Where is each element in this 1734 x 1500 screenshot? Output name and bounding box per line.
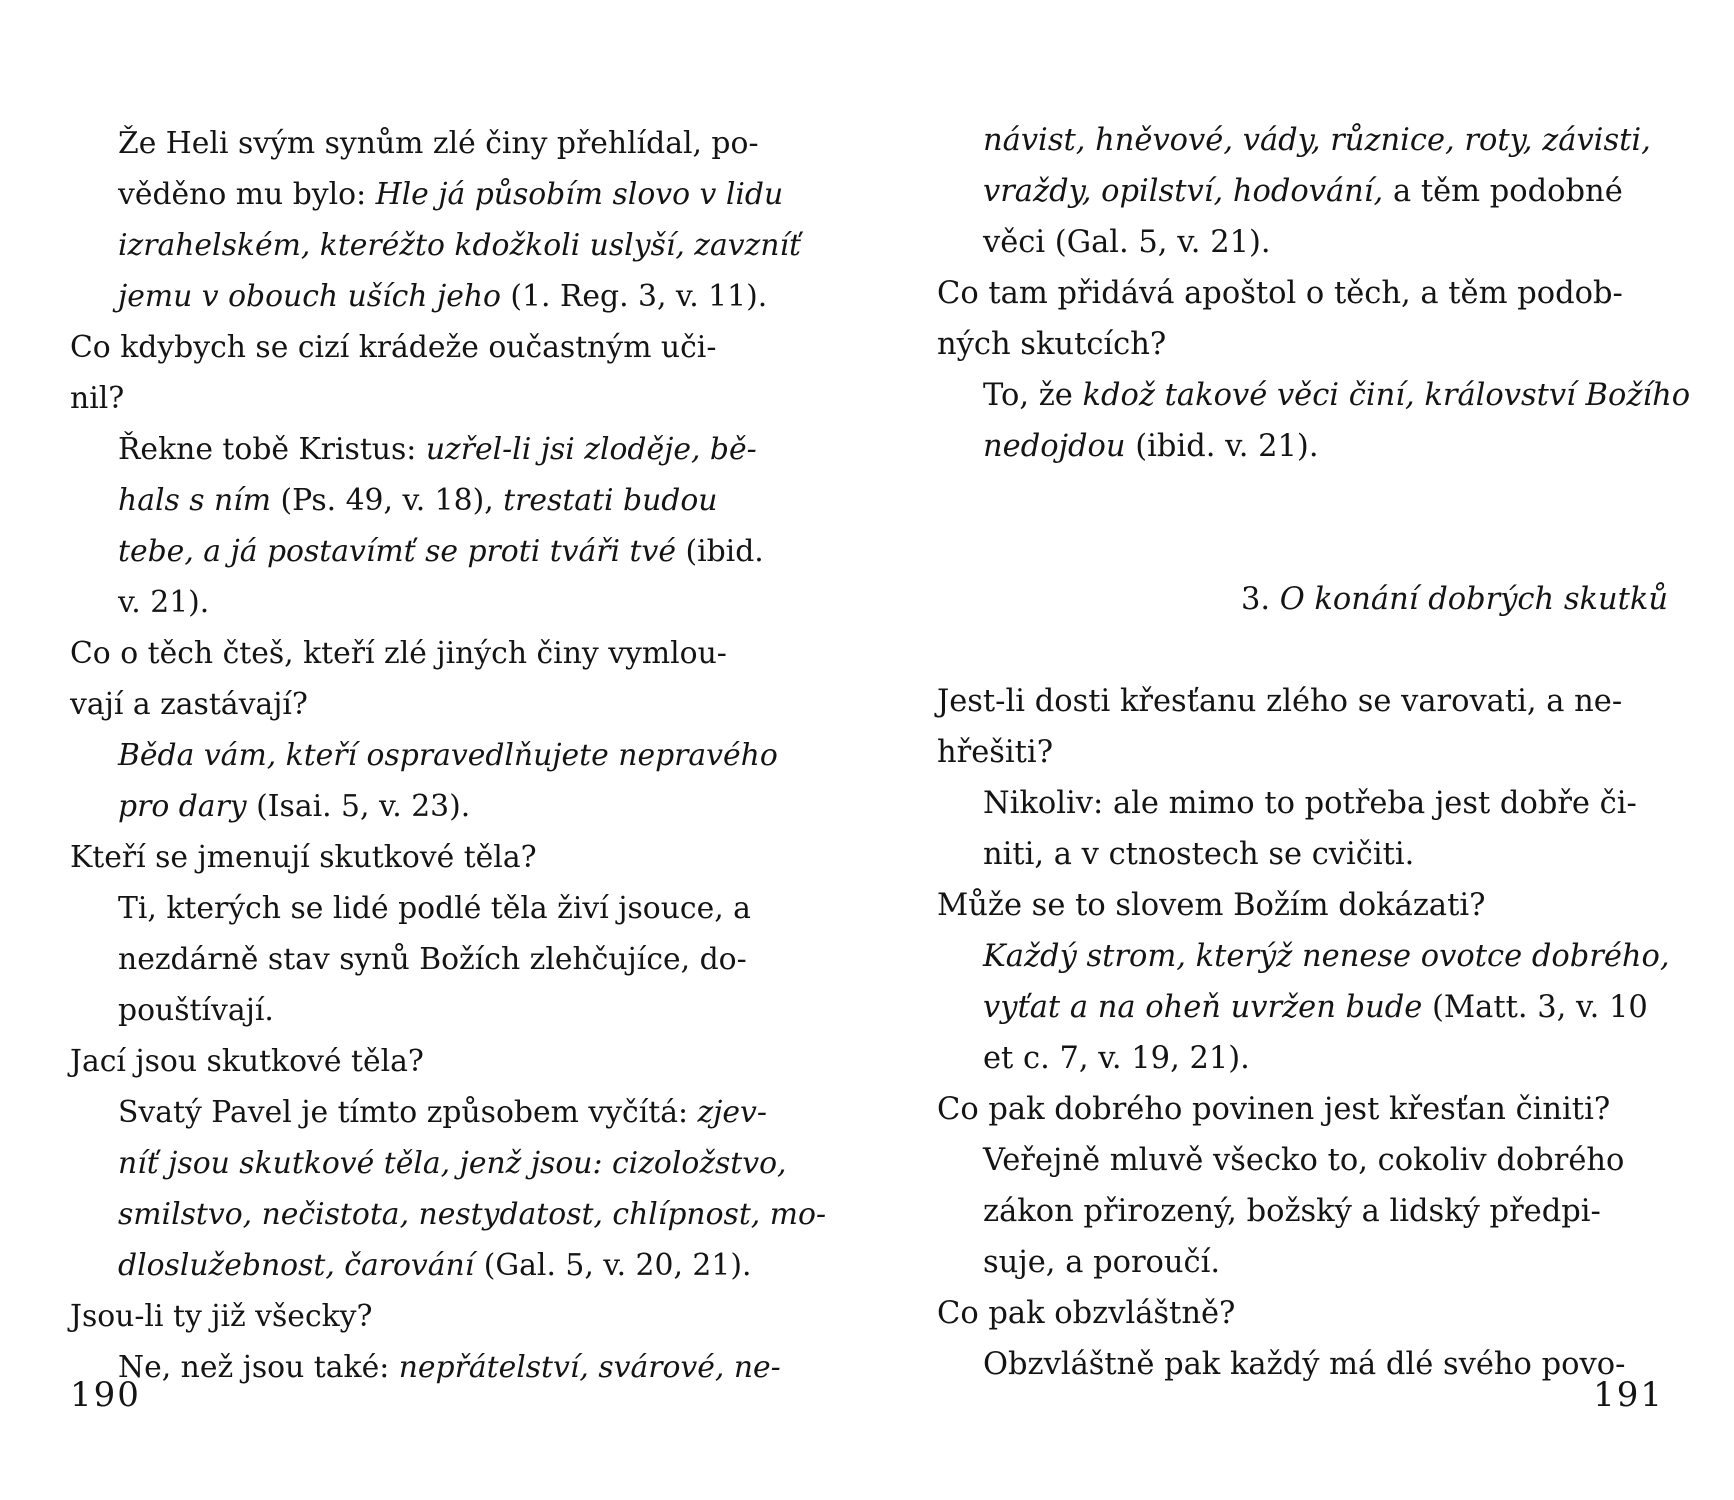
text-line: věděno mu bylo: Hle já působím slovo v lidu bbox=[118, 177, 784, 212]
text-line: Co pak obzvláštně? bbox=[937, 1296, 1236, 1331]
text-line: Co o těch čteš, kteří zlé jiných činy vymlou- bbox=[70, 636, 727, 671]
text-line: To, že kdož takové věci činí, království Božího bbox=[983, 378, 1691, 413]
text-line: nil? bbox=[70, 381, 125, 416]
text-line: Že Heli svým synům zlé činy přehlídal, po- bbox=[118, 126, 759, 161]
text-line: nezdárně stav synů Božích zlehčujíce, do- bbox=[118, 942, 747, 977]
text-line: jemu v obouch uších jeho (1. Reg. 3, v. 11). bbox=[118, 279, 768, 314]
text-line: ných skutcích? bbox=[937, 327, 1167, 362]
text-line: Obzvláštně pak každý má dlé svého povo- bbox=[983, 1347, 1626, 1382]
text-line: vyťat a na oheň uvržen bude (Matt. 3, v. 10 bbox=[983, 990, 1648, 1025]
paragraph-gap bbox=[937, 523, 1672, 574]
text-line: níť jsou skutkové těla, jenž jsou: cizoložstvo, bbox=[118, 1146, 787, 1181]
text-line: et c. 7, v. 19, 21). bbox=[983, 1041, 1250, 1076]
text-line: Kteří se jmenují skutkové těla? bbox=[70, 840, 537, 875]
text-line: pro dary (Isai. 5, v. 23). bbox=[118, 789, 471, 824]
left-page-text bbox=[70, 118, 827, 1393]
text-line: tebe, a já postavímť se proti tváři tvé (ibid. bbox=[118, 534, 764, 569]
text-line: Každý strom, kterýž nenese ovotce dobrého, bbox=[983, 939, 1670, 974]
paragraph-gap bbox=[937, 472, 1672, 523]
page-number: 191 bbox=[1593, 1375, 1664, 1415]
text-line: Jest-li dosti křesťanu zlého se varovati, a ne- bbox=[937, 684, 1623, 719]
text-line: vraždy, opilství, hodování, a těm podobné bbox=[983, 174, 1623, 209]
paragraph-gap bbox=[937, 625, 1672, 676]
text-line: Co kdybych se cizí krádeže oučastným uči- bbox=[70, 330, 717, 365]
text-line: Ne, než jsou také: nepřátelství, svárové, ne- bbox=[118, 1350, 781, 1385]
text-line: Jací jsou skutkové těla? bbox=[70, 1044, 424, 1079]
text-line: suje, a poroučí. bbox=[983, 1245, 1221, 1280]
text-line: smilstvo, nečistota, nestydatost, chlípnost, mo- bbox=[118, 1197, 827, 1232]
text-line: návist, hněvové, vády, různice, roty, závisti, bbox=[983, 123, 1651, 158]
text-line: Jsou-li ty již všecky? bbox=[70, 1299, 373, 1334]
text-line: Běda vám, kteří ospravedlňujete nepravého bbox=[118, 738, 778, 773]
page-number: 190 bbox=[70, 1375, 141, 1415]
right-page-text bbox=[937, 115, 1691, 1390]
text-line: izrahelském, kteréžto kdožkoli uslyší, zavzníť bbox=[118, 228, 801, 263]
text-line: dloslužebnost, čarování (Gal. 5, v. 20, 21). bbox=[118, 1248, 752, 1283]
text-line: hřešiti? bbox=[937, 735, 1054, 770]
text-line: vají a zastávají? bbox=[70, 687, 308, 722]
text-line: Svatý Pavel je tímto způsobem vyčítá: zjev- bbox=[118, 1095, 767, 1130]
text-line: Veřejně mluvě všecko to, cokoliv dobrého bbox=[983, 1143, 1625, 1178]
right-page bbox=[867, 0, 1734, 1500]
text-line: Řekne tobě Kristus: uzřel-li jsi zloděje, bě- bbox=[118, 432, 757, 467]
text-line: niti, a v ctnostech se cvičiti. bbox=[983, 837, 1415, 872]
text-line: hals s ním (Ps. 49, v. 18), trestati budou bbox=[118, 483, 718, 518]
section-heading: 3. O konání dobrých skutků bbox=[1240, 582, 1668, 617]
text-line: nedojdou (ibid. v. 21). bbox=[983, 429, 1319, 464]
text-line: zákon přirozený, božský a lidský předpi- bbox=[983, 1194, 1601, 1229]
text-line: věci (Gal. 5, v. 21). bbox=[983, 225, 1271, 260]
text-line: Co tam přidává apoštol o těch, a těm podob- bbox=[937, 276, 1623, 311]
text-line: Může se to slovem Božím dokázati? bbox=[937, 888, 1486, 923]
text-line: Co pak dobrého povinen jest křesťan činiti? bbox=[937, 1092, 1611, 1127]
text-line: Ti, kterých se lidé podlé těla živí jsouce, a bbox=[118, 891, 751, 926]
text-line: pouštívají. bbox=[118, 993, 274, 1028]
text-line: v. 21). bbox=[118, 585, 210, 620]
text-line: Nikoliv: ale mimo to potřeba jest dobře či- bbox=[983, 786, 1637, 821]
